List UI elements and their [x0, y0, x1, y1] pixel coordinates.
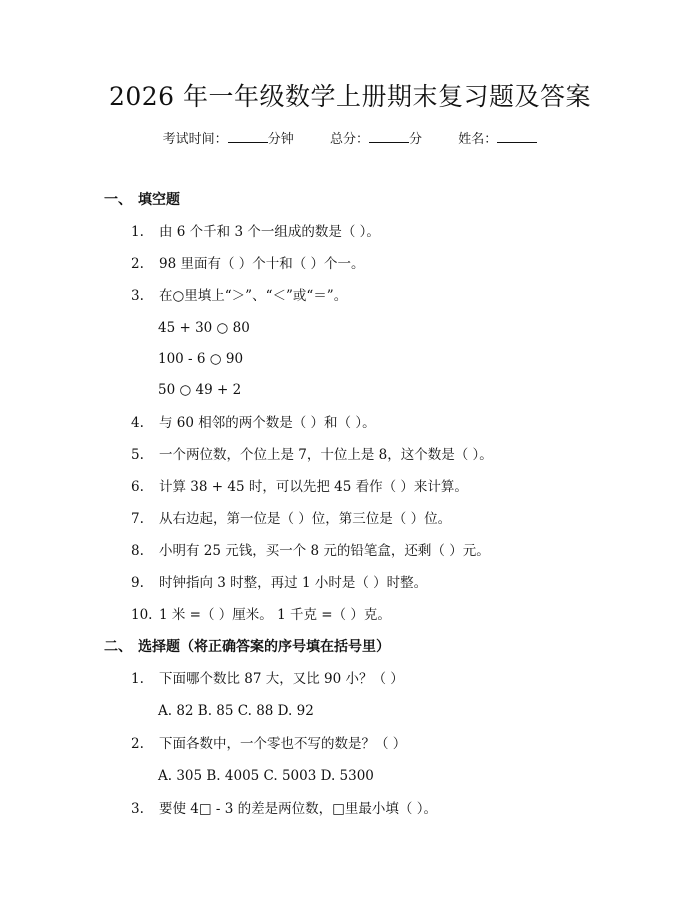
question-number: 2.	[131, 736, 144, 752]
question-item	[131, 573, 427, 593]
question-text: 与 60 相邻的两个数是（ ）和（ ）。	[159, 415, 376, 431]
question-number: 5.	[131, 447, 144, 463]
answer-options: A. 82 B. 85 C. 88 D. 92	[158, 703, 314, 719]
question-text: 1 米 =（ ）厘米。 1 千克 =（ ）克。	[159, 607, 391, 623]
question-text: 小明有 25 元钱，买一个 8 元的铅笔盒，还剩（ ）元。	[159, 543, 490, 559]
question-number: 1.	[131, 671, 144, 687]
section-number: 二、	[104, 639, 132, 655]
question-number: 7.	[131, 511, 144, 527]
question-text: 98 里面有（ ）个十和（ ）个一。	[159, 256, 365, 272]
question-text: 时钟指向 3 时整，再过 1 小时是（ ）时整。	[159, 575, 428, 591]
question-number: 8.	[131, 543, 144, 559]
exam-info-line	[0, 130, 700, 150]
question-text: 要使 4□ - 3 的差是两位数，□里最小填（ ）。	[159, 801, 437, 817]
question-text: 在○里填上“＞”、“＜”或“＝”。	[159, 288, 348, 304]
answer-options: A. 305 B. 4005 C. 5003 D. 5300	[158, 768, 374, 784]
section-title: 选择题（将正确答案的序号填在括号里）	[138, 639, 390, 655]
comparison-line: 50 ○ 49 + 2	[158, 382, 242, 398]
time-unit: 分钟	[267, 132, 294, 147]
time-label: 考试时间：	[162, 132, 228, 147]
question-number: 10.	[131, 607, 153, 623]
question-item	[131, 541, 490, 561]
question-text: 从右边起，第一位是（ ）位，第三位是（ ）位。	[159, 511, 452, 527]
question-item	[131, 734, 406, 754]
question-number: 9.	[131, 575, 144, 591]
question-item	[131, 222, 380, 242]
question-item	[131, 799, 437, 819]
comparison-line: 100 - 6 ○ 90	[158, 351, 244, 367]
question-item	[131, 605, 391, 625]
question-text: 下面各数中，一个零也不写的数是？（ ）	[159, 736, 407, 752]
section-heading-multiple-choice	[104, 637, 390, 657]
section-title: 填空题	[138, 192, 180, 208]
section-number: 一、	[104, 192, 132, 208]
question-number: 6.	[131, 479, 144, 495]
question-item	[131, 254, 365, 274]
question-item	[131, 477, 468, 497]
page-title: 2026 年一年级数学上册期末复习题及答案	[108, 82, 592, 111]
score-label: 总分：	[329, 132, 369, 147]
question-number: 2.	[131, 256, 144, 272]
question-number: 4.	[131, 415, 144, 431]
question-text: 计算 38 + 45 时，可以先把 45 看作（ ）来计算。	[159, 479, 468, 495]
question-item	[131, 413, 376, 433]
question-item	[131, 509, 451, 529]
question-item	[131, 286, 347, 306]
name-label: 姓名：	[458, 132, 498, 147]
comparison-line: 45 + 30 ○ 80	[158, 320, 250, 336]
time-blank	[228, 130, 268, 143]
name-blank	[497, 130, 537, 143]
question-number: 3.	[131, 801, 144, 817]
score-blank	[369, 130, 409, 143]
question-text: 由 6 个千和 3 个一组成的数是（ ）。	[159, 224, 380, 240]
question-item	[131, 669, 404, 689]
score-unit: 分	[409, 132, 423, 147]
question-text: 下面哪个数比 87 大，又比 90 小？（ ）	[159, 671, 404, 687]
section-heading-fill-in	[104, 190, 180, 210]
question-number: 1.	[131, 224, 144, 240]
question-item	[131, 445, 493, 465]
question-text: 一个两位数，个位上是 7，十位上是 8，这个数是（ ）。	[159, 447, 493, 463]
question-number: 3.	[131, 288, 144, 304]
